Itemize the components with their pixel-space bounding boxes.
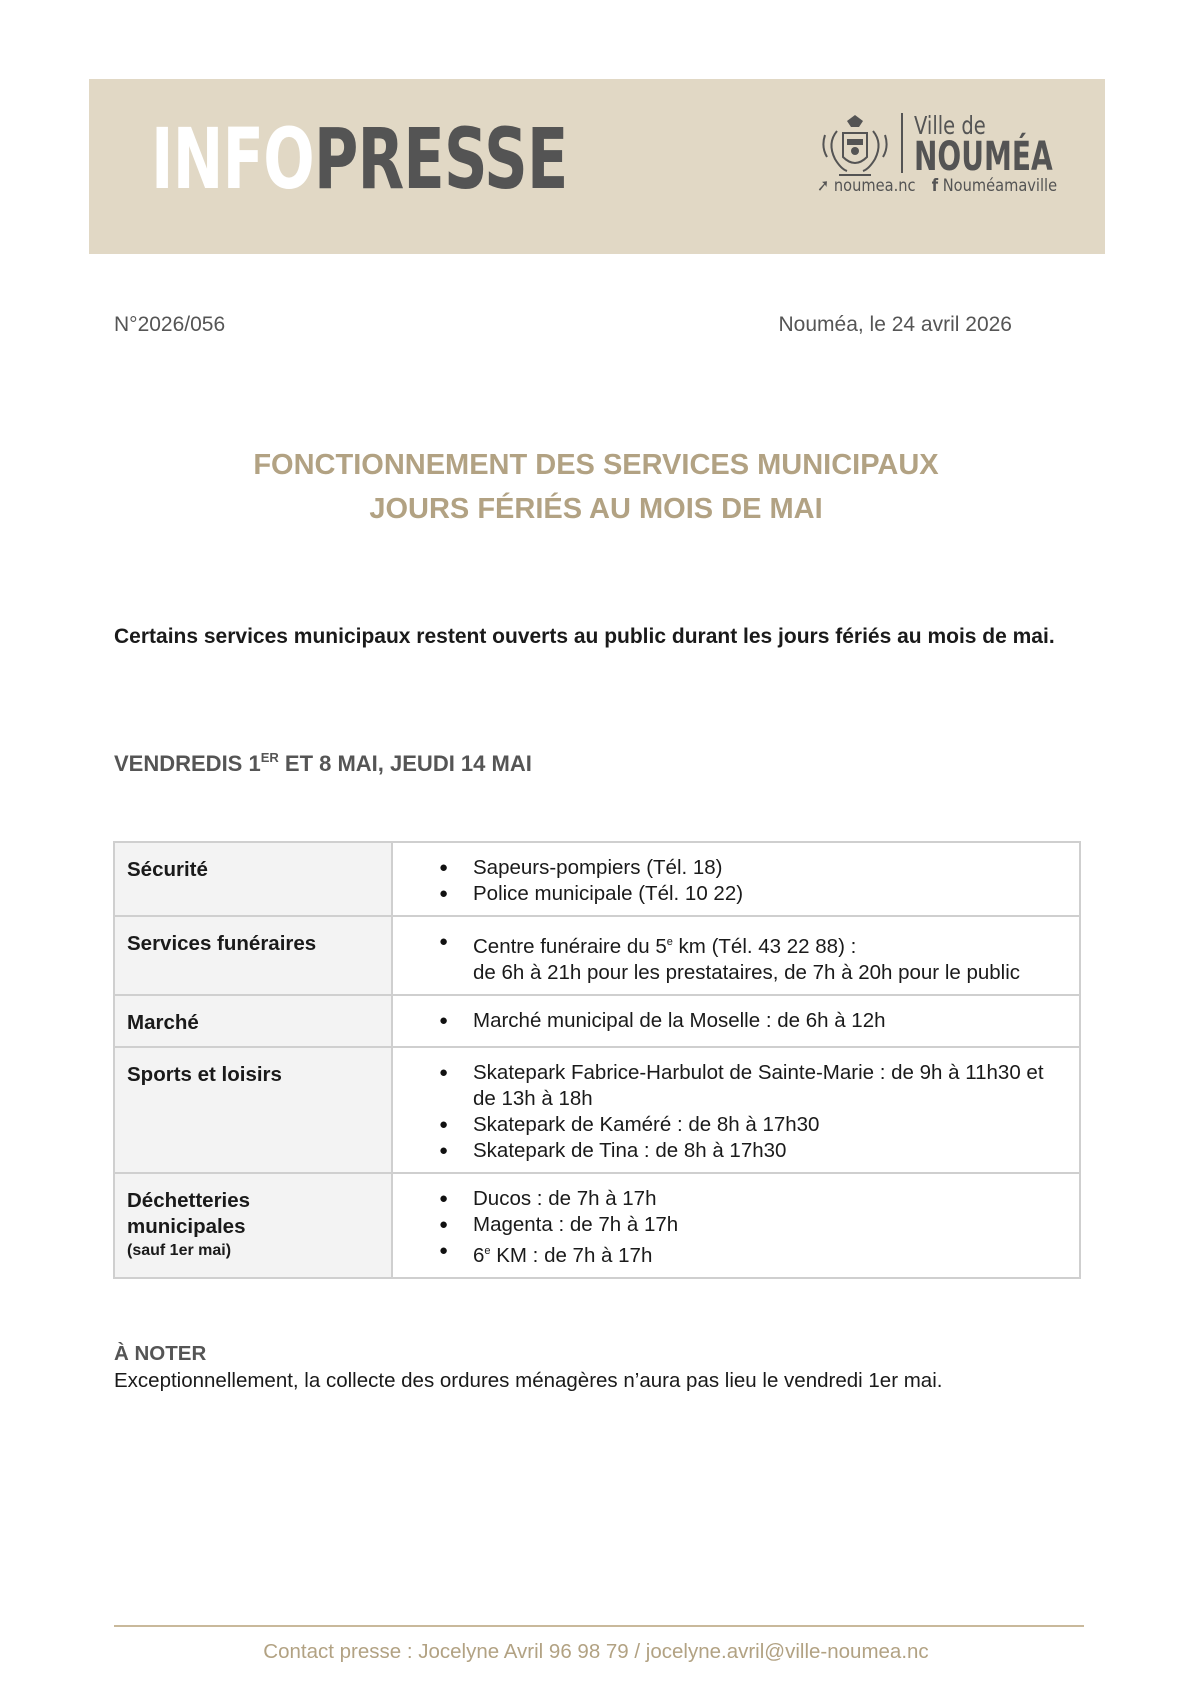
- city-crest-icon: [817, 113, 893, 185]
- category-cell: Sports et loisirs: [114, 1047, 392, 1173]
- brand-line-2: NOUMÉA: [914, 134, 1053, 180]
- list-item: ● Magenta : de 7h à 17h: [393, 1212, 1069, 1238]
- list-item: ● Skatepark de Tina : de 8h à 17h30: [393, 1138, 1069, 1164]
- list-item: ● Ducos : de 7h à 17h: [393, 1186, 1069, 1212]
- publication-date: Nouméa, le 24 avril 2026: [778, 313, 1012, 336]
- category-cell: Déchetteries municipales (sauf 1er mai): [114, 1173, 392, 1278]
- facebook-link[interactable]: Nouméamaville: [942, 176, 1058, 196]
- category-cell: Sécurité: [114, 842, 392, 916]
- title-line-2: JOURS FÉRIÉS AU MOIS DE MAI: [369, 493, 823, 525]
- items-cell: [392, 916, 1080, 995]
- items-cell: [392, 995, 1080, 1047]
- info-presse-wordmark: INFOPRESSE: [151, 110, 568, 208]
- list-item: ● Marché municipal de la Moselle : de 6h à 12h: [393, 1008, 1069, 1034]
- press-contact: Contact presse : Jocelyne Avril 96 98 79 / jocelyne.avril@ville-noumea.nc: [263, 1640, 929, 1663]
- reference-number: N°2026/056: [114, 313, 226, 336]
- title-line-1: FONCTIONNEMENT DES SERVICES MUNICIPAUX: [253, 449, 939, 481]
- items-cell: [392, 1047, 1080, 1173]
- items-cell: [392, 1173, 1080, 1278]
- lead-paragraph: Certains services municipaux restent ouverts au public durant les jours fériés au mois de mai.: [114, 625, 1055, 648]
- note-title: À NOTER: [114, 1342, 207, 1365]
- table-row: [114, 1047, 1080, 1173]
- table-row: [114, 1173, 1080, 1278]
- list-item: ● Skatepark Fabrice-Harbulot de Sainte-Marie : de 9h à 11h30 et de 13h à 18h: [393, 1060, 1069, 1112]
- items-cell: [392, 842, 1080, 916]
- category-cell: Marché: [114, 995, 392, 1047]
- footer-divider: [114, 1625, 1084, 1627]
- category-cell: Services funéraires: [114, 916, 392, 995]
- page-title: [0, 443, 1192, 531]
- social-links: [817, 176, 1057, 196]
- list-item: ● Centre funéraire du 5e km (Tél. 43 22 88) : de 6h à 21h pour les prestataires, de 7h à 20h pour le public: [393, 929, 1069, 986]
- facebook-icon: f: [931, 176, 939, 196]
- logo-separator: [901, 113, 903, 173]
- note-text: Exceptionnellement, la collecte des ordures ménagères n’aura pas lieu le vendredi 1er mai.: [114, 1369, 943, 1392]
- website-link[interactable]: noumea.nc: [833, 176, 916, 196]
- brand-line-1: Ville de: [914, 111, 986, 140]
- table-row: [114, 842, 1080, 916]
- arrow-icon: ➚: [817, 176, 830, 196]
- table-row: [114, 916, 1080, 995]
- header-banner: [89, 79, 1105, 254]
- list-item: ● Skatepark de Kaméré : de 8h à 17h30: [393, 1112, 1069, 1138]
- dates-subheading: VENDREDIS 1ER ET 8 MAI, JEUDI 14 MAI: [114, 750, 532, 776]
- list-item: ● 6e KM : de 7h à 17h: [393, 1238, 1069, 1269]
- table-row: [114, 995, 1080, 1047]
- services-table: [113, 841, 1081, 1279]
- list-item: ● Sapeurs-pompiers (Tél. 18): [393, 855, 1069, 881]
- list-item: ● Police municipale (Tél. 10 22): [393, 881, 1069, 907]
